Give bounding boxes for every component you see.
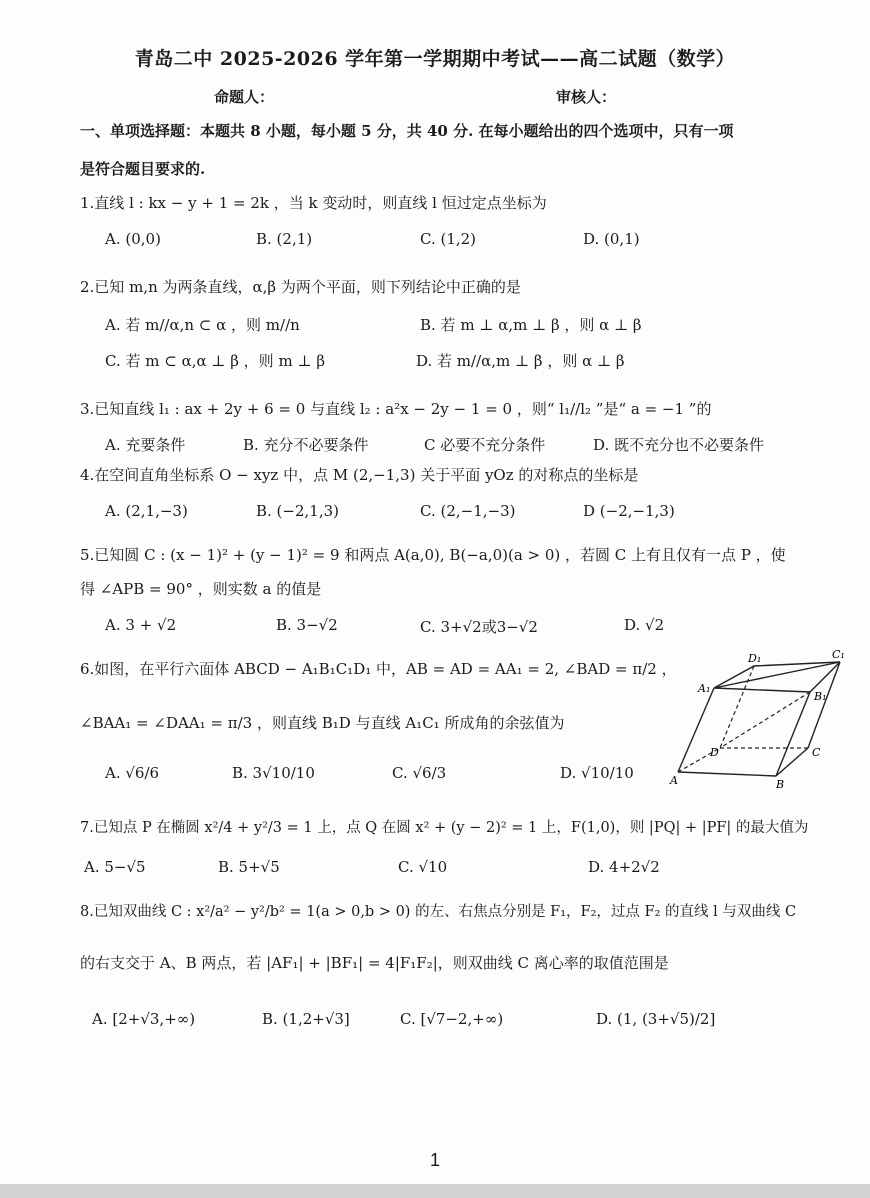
edge-b1-b <box>776 692 810 776</box>
label-c: C <box>812 746 821 759</box>
question-2-option-d[interactable]: D. 若 m//α,m ⊥ β ，则 α ⊥ β <box>416 352 625 370</box>
label-a1: A₁ <box>698 682 711 695</box>
label-d1: D₁ <box>748 652 762 665</box>
question-6-stem: 6.如图，在平行六面体 ABCD − A₁B₁C₁D₁ 中，AB = AD = AA₁ = 2, ∠BAD = π/2 ， <box>80 660 677 678</box>
question-3-option-b[interactable]: B. 充分不必要条件 <box>243 436 369 454</box>
label-b: B <box>776 778 785 790</box>
question-3-option-a[interactable]: A. 充要条件 <box>105 436 186 454</box>
question-3-option-d[interactable]: D. 既不充分也不必要条件 <box>593 436 765 454</box>
question-4-option-a[interactable]: A. (2,1,−3) <box>105 502 188 520</box>
question-1-stem: 1.直线 l : kx − y + 1 = 2k ，当 k 变动时，则直线 l 恒过定点坐标为 <box>80 194 547 212</box>
question-4-option-d[interactable]: D (−2,−1,3) <box>583 502 675 520</box>
question-8-option-a[interactable]: A. [2+√3,+∞) <box>92 1010 196 1028</box>
question-8-option-c[interactable]: C. [√7−2,+∞) <box>400 1010 504 1028</box>
question-6-option-b[interactable]: B. 3√10/10 <box>232 764 315 782</box>
question-1-option-c[interactable]: C. (1,2) <box>420 230 477 248</box>
question-5-option-c[interactable]: C. 3+√2或3−√2 <box>420 618 538 636</box>
question-2-stem: 2.已知 m,n 为两条直线，α,β 为两个平面，则下列结论中正确的是 <box>80 278 521 296</box>
question-2-option-c[interactable]: C. 若 m ⊂ α,α ⊥ β ，则 m ⊥ β <box>105 352 325 370</box>
question-7-option-c[interactable]: C. √10 <box>398 858 448 876</box>
question-3-option-c[interactable]: C 必要不充分条件 <box>424 436 546 454</box>
question-6-option-d[interactable]: D. √10/10 <box>560 764 634 782</box>
question-7-option-d[interactable]: D. 4+2√2 <box>588 858 660 876</box>
edge-b-c <box>776 748 808 776</box>
question-1-option-d[interactable]: D. (0,1) <box>583 230 640 248</box>
question-6-option-c[interactable]: C. √6/3 <box>392 764 447 782</box>
question-5-option-b[interactable]: B. 3−√2 <box>276 616 338 634</box>
edge-b1-c1 <box>810 662 840 692</box>
question-8-stem: 8.已知双曲线 C : x²/a² − y²/b² = 1(a > 0,b > 0) 的左、右焦点分别是 F₁，F₂，过点 F₂ 的直线 l 与双曲线 C <box>80 904 797 920</box>
section-heading-cont: 是符合题目要求的. <box>80 160 206 178</box>
edge-a1-b1 <box>714 688 810 692</box>
section-heading: 一、单项选择题：本题共 8 小题，每小题 5 分，共 40 分. 在每小题给出的四个选项中，只有一项 <box>80 122 734 140</box>
bottom-scrollbar[interactable] <box>0 1184 870 1198</box>
edge-c1-c <box>808 662 840 748</box>
label-a: A <box>670 774 678 787</box>
setter-label: 命题人： <box>214 88 275 106</box>
question-1-option-b[interactable]: B. (2,1) <box>256 230 313 248</box>
question-4-option-c[interactable]: C. (2,−1,−3) <box>420 502 516 520</box>
label-b1: B₁ <box>814 690 827 703</box>
question-4-stem: 4.在空间直角坐标系 O − xyz 中，点 M (2,−1,3) 关于平面 yOz 的对称点的坐标是 <box>80 466 639 484</box>
question-8-option-b[interactable]: B. (1,2+√3] <box>262 1010 350 1028</box>
question-7-option-a[interactable]: A. 5−√5 <box>84 858 146 876</box>
question-4-option-b[interactable]: B. (−2,1,3) <box>256 502 339 520</box>
question-5-stem: 5.已知圆 C : (x − 1)² + (y − 1)² = 9 和两点 A(a,0), B(−a,0)(a > 0) ，若圆 C 上有且仅有一点 P ，使 <box>80 546 786 564</box>
question-3-stem: 3.已知直线 l₁ : ax + 2y + 6 = 0 与直线 l₂ : a²x − 2y − 1 = 0 ，则“ l₁//l₂ ”是“ a = −1 ”的 <box>80 400 712 418</box>
question-7-option-b[interactable]: B. 5+√5 <box>218 858 280 876</box>
reviewer-label: 审核人： <box>556 88 617 106</box>
label-d: D <box>710 746 719 759</box>
label-c1: C₁ <box>832 648 845 661</box>
question-8-stem-cont: 的右支交于 A、B 两点，若 |AF₁| + |BF₁| = 4|F₁F₂|，则双曲线 C 离心率的取值范围是 <box>80 954 669 972</box>
hidden-diagonal-b1-d <box>720 692 810 748</box>
question-6-option-a[interactable]: A. √6/6 <box>105 764 160 782</box>
question-2-option-b[interactable]: B. 若 m ⊥ α,m ⊥ β ，则 α ⊥ β <box>420 316 642 334</box>
page-title: 青岛二中 2025-2026 学年第一学期期中考试——高二试题（数学） <box>134 48 736 70</box>
question-7-stem: 7.已知点 P 在椭圆 x²/4 + y²/3 = 1 上，点 Q 在圆 x² + (y − 2)² = 1 上，F(1,0)，则 |PQ| + |PF| 的最大值为 <box>80 820 809 836</box>
page-number: 1 <box>429 1150 440 1170</box>
question-8-option-d[interactable]: D. (1, (3+√5)/2] <box>596 1010 716 1028</box>
hidden-edge-d1-d <box>720 666 754 748</box>
edge-a-b <box>678 772 776 776</box>
question-6-stem-cont: ∠BAA₁ = ∠DAA₁ = π/3 ，则直线 B₁D 与直线 A₁C₁ 所成角的余弦值为 <box>80 714 565 732</box>
question-5-stem-cont: 得 ∠APB = 90° ，则实数 a 的值是 <box>80 580 322 598</box>
question-1-option-a[interactable]: A. (0,0) <box>105 230 161 248</box>
question-5-option-d[interactable]: D. √2 <box>624 616 665 634</box>
edge-a1-a <box>678 688 714 772</box>
question-5-option-a[interactable]: A. 3 + √2 <box>105 616 177 634</box>
question-2-option-a[interactable]: A. 若 m//α,n ⊂ α ，则 m//n <box>105 316 300 334</box>
diagonal-a1-c1 <box>714 662 840 688</box>
parallelepiped-figure <box>668 648 846 790</box>
